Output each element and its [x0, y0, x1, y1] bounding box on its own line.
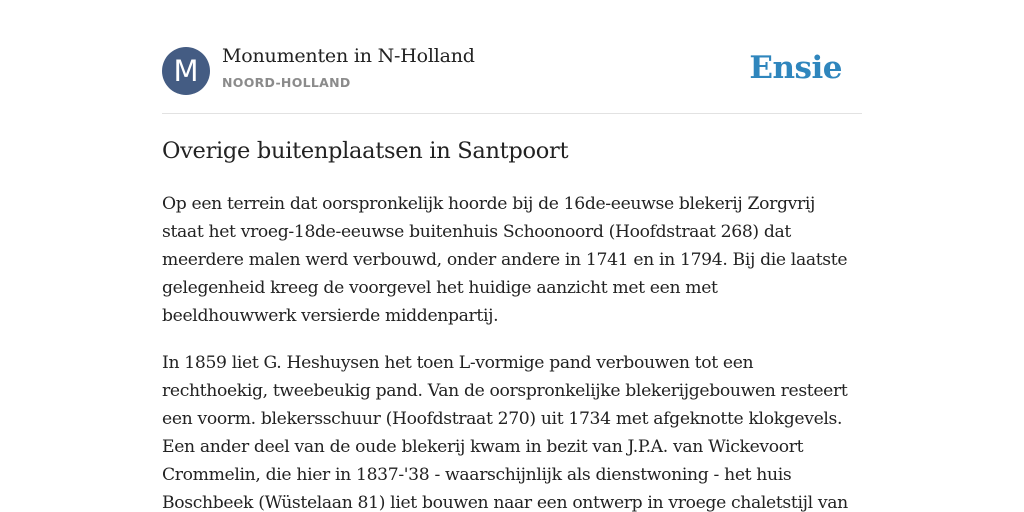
- site-subtitle[interactable]: NOORD-HOLLAND: [222, 75, 351, 90]
- site-header: [162, 0, 862, 114]
- paragraph: [162, 190, 862, 330]
- text-line: gelegenheid kreeg de voorgevel het huidige aanzicht met een met: [162, 278, 718, 298]
- article-body: [162, 190, 862, 512]
- article-title: Overige buitenplaatsen in Santpoort: [162, 138, 569, 164]
- site-title[interactable]: Monumenten in N-Holland: [222, 45, 475, 67]
- text-line: Een ander deel van de oude blekerij kwam in bezit van J.P.A. van Wickevoort: [162, 437, 804, 457]
- text-line: staat het vroeg-18de-eeuwse buitenhuis Schoonoord (Hoofdstraat 268) dat: [162, 222, 791, 242]
- content-container: [162, 0, 862, 512]
- paragraph: [162, 349, 862, 512]
- text-line: beeldhouwwerk versierde middenpartij.: [162, 306, 499, 326]
- text-line: rechthoekig, tweebeukig pand. Van de oorspronkelijke blekerijgebouwen resteert: [162, 381, 848, 401]
- brand-logo[interactable]: Ensie: [749, 50, 842, 86]
- avatar[interactable]: M: [162, 47, 210, 95]
- text-line: meerdere malen werd verbouwd, onder andere in 1741 en in 1794. Bij die laatste: [162, 250, 848, 270]
- text-line: Crommelin, die hier in 1837-'38 - waarschijnlijk als dienstwoning - het huis: [162, 465, 792, 485]
- text-line: een voorm. blekersschuur (Hoofdstraat 270) uit 1734 met afgeknotte klokgevels.: [162, 409, 843, 429]
- text-line: Boschbeek (Wüstelaan 81) liet bouwen naar een ontwerp in vroege chaletstijl van: [162, 493, 848, 512]
- text-line: Op een terrein dat oorspronkelijk hoorde bij de 16de-eeuwse blekerij Zorgvrij: [162, 194, 815, 214]
- text-line: In 1859 liet G. Heshuysen het toen L-vormige pand verbouwen tot een: [162, 353, 754, 373]
